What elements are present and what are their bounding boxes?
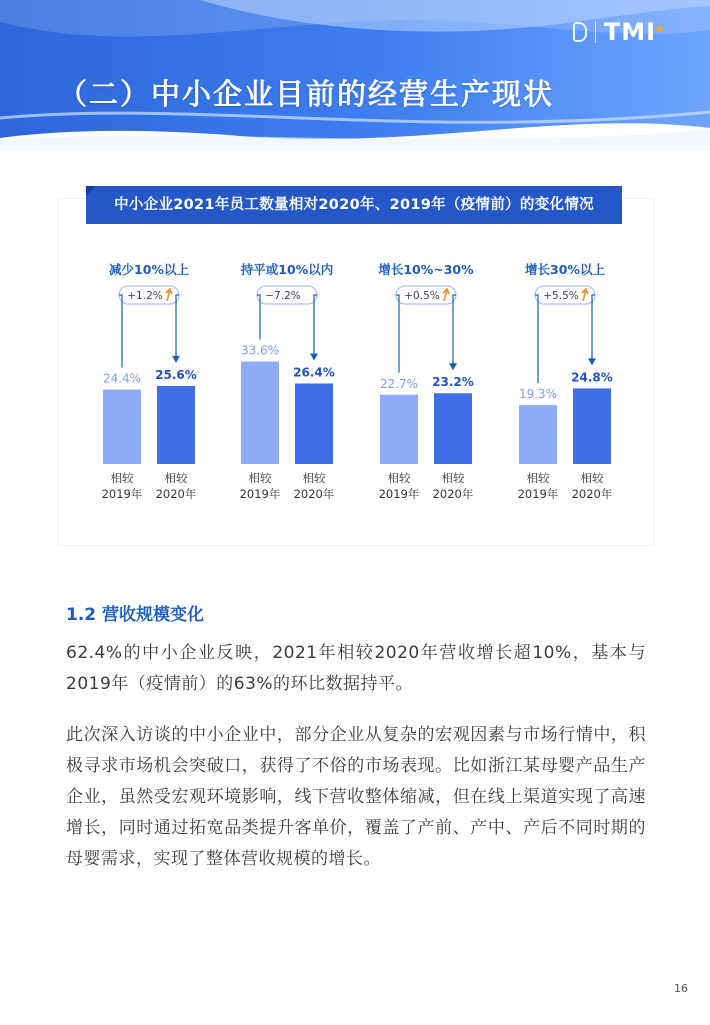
bar-value-label: 23.2% [432,375,474,390]
page-title: （二）中小企业目前的经营生产现状 [58,77,555,111]
bar-category-year: 2020年 [155,487,197,501]
bar-category-year: 2020年 [571,487,613,501]
bar-category-label: 相较 [110,471,134,485]
group-label: 持平或10%以内 [240,262,334,277]
bar [295,383,333,464]
bar [103,390,141,464]
tmi-logo-text: TMI [603,18,657,46]
bar-value-label: 19.3% [518,387,558,402]
group-label: 减少10%以上 [109,262,189,277]
bar-category-year: 2019年 [378,487,420,501]
paragraph-2: 此次深入访谈的中小企业中，部分企业从复杂的宏观因素与市场行情中，积极寻求市场机会突破口，获得了不俗的市场表现。比如浙江某母婴产品生产企业，虽然受宏观环境影响，线下营收整体缩减，但在线上渠道实现了高速增长，同时通过拓宽品类提升客单价，覆盖了产前、产中、产后不同时期的母婴需求，实现了整体营收规模的增长。 [66,725,646,869]
tmi-logo [604,18,664,46]
bar-category-label: 相较 [248,471,272,485]
connector-arrow-icon [172,356,180,363]
bar-category-label: 相较 [441,471,465,485]
connector-right [176,295,179,360]
bar [241,362,279,464]
bar-category-year: 2019年 [517,487,559,501]
tmi-logo-dot-icon: ● [656,24,664,33]
bar-value-label: 22.7% [379,376,419,391]
bar-category-year: 2020年 [293,487,335,501]
bar [434,393,472,464]
header-logos [573,18,664,46]
bar-category-year: 2020年 [432,487,474,501]
connector-left [535,295,538,383]
change-label: +5.5% [543,290,579,302]
bar [157,386,195,464]
bar-category-year: 2019年 [239,487,281,501]
bar-category-label: 相较 [526,471,550,485]
group-label: 增长30%以上 [525,262,605,277]
bar-category-label: 相较 [387,471,411,485]
change-label: −7.2% [265,290,301,302]
change-label: +1.2% [127,290,163,302]
connector-right [314,295,317,357]
bar-value-label: 25.6% [155,367,197,382]
bar-category-label: 相较 [302,471,326,485]
bar [380,395,418,464]
partner-logo-icon [573,22,587,42]
chart-plot [58,240,654,510]
connector-arrow-icon [310,353,318,360]
bar-value-label: 24.8% [571,370,613,385]
bar-category-label: 相较 [164,471,188,485]
partner-logo [573,22,587,42]
bar [573,388,611,464]
connector-left [257,295,260,340]
section-title: 1.2 营收规模变化 [66,605,205,625]
logo-divider [595,21,596,43]
bar [519,405,557,464]
bar-value-label: 26.4% [293,365,335,380]
change-label: +0.5% [404,290,440,302]
group-label: 增长10%~30% [378,262,474,277]
connector-right [592,295,595,362]
chart-title: 中小企业2021年员工数量相对2020年、2019年（疫情前）的变化情况 [114,197,594,213]
bar-value-label: 24.4% [102,371,142,386]
connector-arrow-icon [588,358,596,365]
paragraph-1: 62.4%的中小企业反映，2021年相较2020年营收增长超10%，基本与2019年（疫情前）的63%的环比数据持平。 [66,643,646,694]
connector-arrow-icon [449,363,457,370]
connector-left [119,295,122,368]
connector-left [396,295,399,373]
bar-value-label: 33.6% [240,343,280,358]
page-number: 16 [674,982,688,995]
bar-category-label: 相较 [580,471,604,485]
bar-category-year: 2019年 [101,487,143,501]
connector-right [453,295,456,367]
